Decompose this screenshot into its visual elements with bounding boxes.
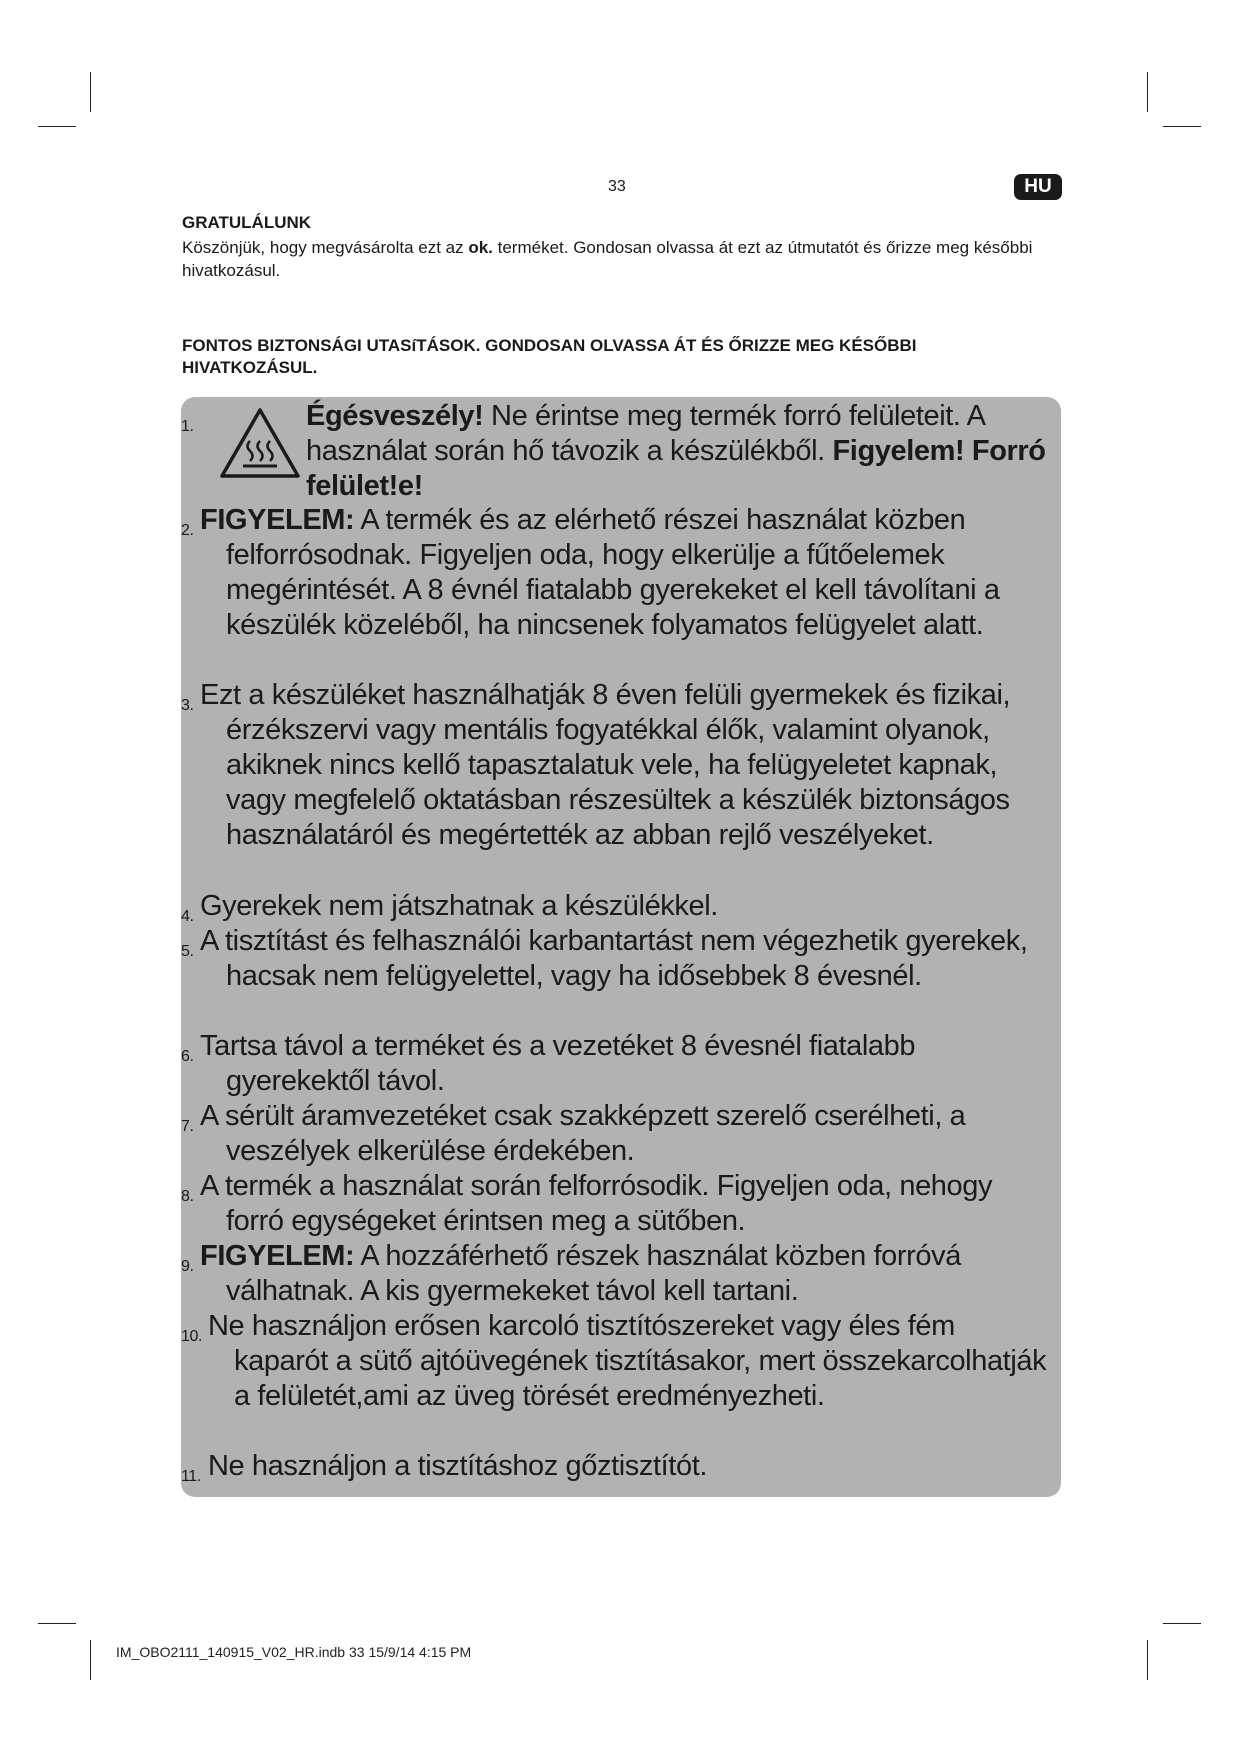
item-number: 7. [181, 1118, 194, 1135]
item-number: 4. [181, 908, 194, 925]
item-number: 11. [181, 1468, 201, 1485]
item-text: Tartsa távol a terméket és a vezetéket 8 évesnél fiatalabb gyerekektől távol. [200, 1030, 916, 1097]
item-lead: FIGYELEM: [200, 1240, 355, 1272]
language-badge: HU [1014, 174, 1062, 200]
crop-mark [38, 126, 76, 127]
item-text: Ne használjon a tisztításhoz gőztisztítót. [208, 1450, 708, 1482]
item-text: A termék a használat során felforrósodik. Figyeljen oda, nehogy forró egységeket érintsen meg a sütőben. [200, 1170, 993, 1237]
item-tail: Figyelem! Forró felület!e! [306, 435, 1046, 502]
item-number: 8. [181, 1188, 194, 1205]
item-number: 3. [181, 697, 194, 714]
congrats-title: GRATULÁLUNK [182, 213, 312, 232]
item-text: Ne használjon erősen karcoló tisztítószereket vagy éles fém kaparót a sütő ajtóüvegének tisztításakor, mert összekarcolhatják a felületét,ami az üveg törését eredményezheti. [208, 1310, 1047, 1412]
congrats-text-after: terméket. Gondosan olvassa át ezt az útmutatót és őrizze meg későbbi hivatkozásul. [182, 238, 1033, 280]
item-number: 9. [181, 1258, 194, 1275]
safety-title: FONTOS BIZTONSÁGI UTASíTÁSOK. GONDOSAN OLVASSA ÁT ÉS ŐRIZZE MEG KÉSŐBBI HIVATKOZÁSUL. [182, 336, 917, 377]
item-text: Gyerekek nem játszhatnak a készülékkel. [200, 890, 718, 922]
item-text: A sérült áramvezetéket csak szakképzett szerelő cserélheti, a veszélyek elkerülése érdekében. [200, 1100, 966, 1167]
item-number: 10. [181, 1328, 203, 1345]
item-text: A tisztítást és felhasználói karbantartást nem végezhetik gyerekek, hacsak nem felügyelettel, vagy ha idősebbek 8 évesnél. [200, 925, 1028, 992]
print-slug-footer: IM_OBO2111_140915_V02_HR.indb 33 15/9/14 4:15 PM [116, 1644, 472, 1660]
crop-mark [38, 1623, 76, 1624]
page-number: 33 [608, 178, 626, 195]
item-text [200, 1239, 1055, 1309]
crop-mark [1163, 126, 1201, 127]
hot-surface-warning-icon [219, 407, 301, 479]
crop-mark [1163, 1623, 1201, 1624]
item-text [200, 503, 1055, 643]
crop-mark [90, 1640, 91, 1680]
brand-name: ok. [468, 238, 493, 257]
item-lead: FIGYELEM: [200, 504, 355, 536]
safety-warning-box [181, 397, 1061, 1497]
item-number: 5. [181, 943, 194, 960]
congrats-text [182, 236, 1062, 282]
item-text: Ezt a készüléket használhatják 8 éven felüli gyermekek és fizikai, érzékszervi vagy mentális fogyatékkal élők, valamint olyanok, akiknek nincs kellő tapasztalatuk vele, ha felügyeletet kapnak, vagy megfelelő oktatásban részesültek a készülék biztonságos használatáról és megértették az abban rejlő veszélyeket. [200, 679, 1011, 851]
item-number: 6. [181, 1048, 194, 1065]
crop-mark [90, 72, 91, 112]
item-number: 1. [181, 418, 194, 435]
item-body: A termék és az elérhető részei használat közben felforrósodnak. Figyeljen oda, hogy elkerülje a fűtőelemek megérintését. A 8 évnél fiatalabb gyerekeket el kell távolítani a készülék közeléből, ha nincsenek folyamatos felügyelet alatt. [226, 504, 1000, 641]
congrats-text-before: Köszönjük, hogy megvásárolta ezt az [182, 238, 469, 257]
item-body: Ne érintse meg termék forró felületeit. A használat során hő távozik a készülékből. [306, 400, 984, 467]
crop-mark [1147, 72, 1148, 112]
item-text [306, 399, 1061, 504]
item-body: A hozzáférhető részek használat közben forróvá válhatnak. A kis gyermekeket távol kell tartani. [226, 1240, 961, 1307]
crop-mark [1147, 1640, 1148, 1680]
item-number: 2. [181, 522, 194, 539]
item-lead: Égésveszély! [306, 400, 484, 432]
